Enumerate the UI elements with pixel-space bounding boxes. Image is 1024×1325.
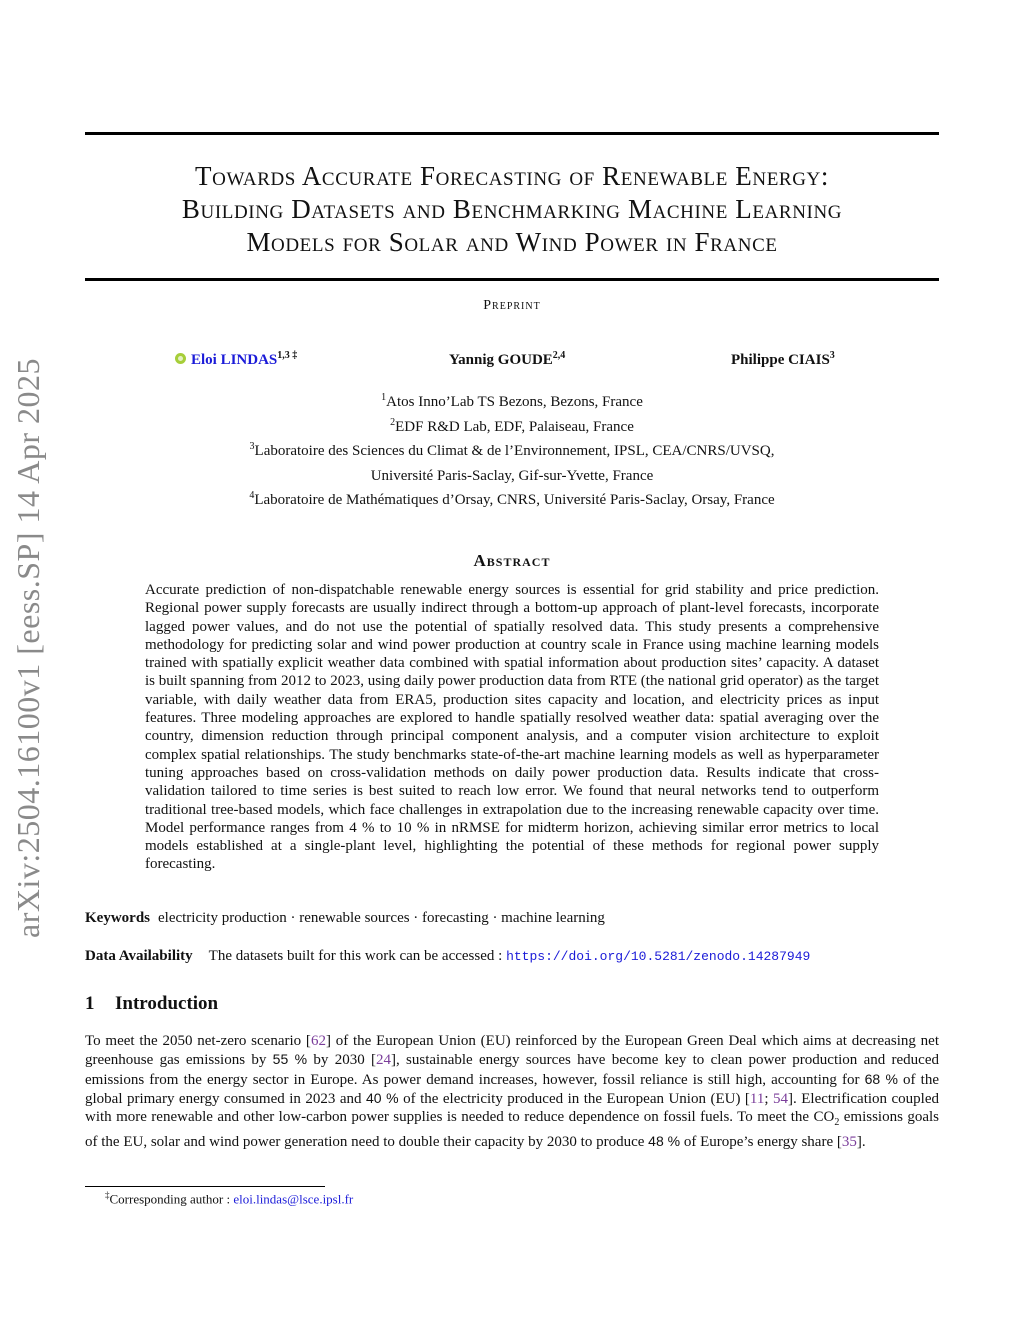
author-name: Yannig GOUDE <box>449 352 553 368</box>
author-yannig-goude <box>449 350 565 369</box>
title-line: Models for Solar and Wind Power in France <box>246 227 778 257</box>
author-affil-marks: 1,3 ‡ <box>277 350 298 361</box>
section-title: Introduction <box>115 993 219 1014</box>
abstract-heading: Abstract <box>473 551 551 570</box>
paper-title <box>85 160 939 259</box>
affiliations <box>85 388 939 511</box>
intro-text: of the global primary energy consumed in 2023 and <box>85 1071 939 1107</box>
citation-link[interactable]: 24 <box>376 1052 392 1069</box>
intro-text: ; <box>764 1090 774 1107</box>
intro-text: ]. Electrification coupled with more renewable and other low-carbon power supplies is needed to reduce dependence on fossil fuels. To meet the CO <box>85 1090 939 1126</box>
percentage-value: 40 % <box>365 1089 399 1106</box>
affiliation-line <box>85 437 939 462</box>
introduction-paragraph <box>85 1032 939 1152</box>
affiliation-line <box>85 388 939 413</box>
footnote-rule <box>85 1186 325 1187</box>
intro-text: ]. <box>856 1134 866 1151</box>
subscript: 2 <box>834 1117 840 1129</box>
dataset-doi-link[interactable]: https://doi.org/10.5281/zenodo.14287949 <box>506 949 811 964</box>
abstract-body: Accurate prediction of non-dispatchable renewable energy sources is essential for grid stability and price prediction. Regional power supply forecasts are usually indirect through a bottom-up approach of plant-level forecasts, incorporate lagged power values, and do not use the potential of spatially resolved data. This study presents a comprehensive methodology for predicting solar and wind power production at country scale in France using machine learning models trained with spatially explicit weather data combined with spatial information about production sites’ capacity. A dataset is built spanning from 2012 to 2023, using daily power production data from RTE (the national grid operator) as the target variable, with daily weather data from ERA5, production sites capacity and location, and electricity prices as input features. Three modeling approaches are explored to handle spatially resolved weather data: spatial averaging over the country, dimension reduction through principal component analysis, and a computer vision architecture to exploit complex spatial relationships. The study benchmarks state-of-the-art machine learning models as well as hyperparameter tuning approaches based on cross-validation methods on daily power production data. Results indicate that cross-validation tailored to time series is best suited to reach low error. We found that neural networks tend to outperform traditional tree-based models, which face challenges in extrapolation due to the increasing renewable capacity over time. Model performance ranges from 4 % to 10 % in nRMSE for midterm horizon, achieving similar error metrics to local models established at a single-plant level, highlighting the potential of these methods for regional power supply forecasting. <box>145 582 879 873</box>
intro-text: by 2030 [ <box>307 1052 377 1069</box>
citation-link[interactable]: 11 <box>749 1090 765 1107</box>
affiliation-mark: 1 <box>381 392 387 403</box>
section-heading-introduction <box>85 993 218 1015</box>
footnote-mark: ‡ <box>105 1190 110 1200</box>
title-line: Building Datasets and Benchmarking Machine Learning <box>181 194 843 224</box>
arxiv-sidebar-stamp: arXiv:2504.16100v1 [eess.SP] 14 Apr 2025 <box>10 358 46 938</box>
title-top-rule <box>85 132 939 135</box>
data-availability-text: The datasets built for this work can be accessed : <box>208 948 507 964</box>
data-availability <box>85 948 985 965</box>
intro-text: of Europe’s energy share [ <box>680 1134 842 1151</box>
citation-link[interactable]: 35 <box>841 1134 857 1151</box>
percentage-value: 55 % <box>272 1051 308 1068</box>
title-line: Towards Accurate Forecasting of Renewable Energy: <box>195 161 829 191</box>
preprint-label: Preprint <box>483 298 541 313</box>
affiliation-text: Laboratoire de Mathématiques d’Orsay, CNRS, Université Paris-Saclay, Orsay, France <box>254 492 775 508</box>
author-eloi-lindas[interactable] <box>175 350 297 369</box>
footnote-label: Corresponding author : <box>109 1191 234 1207</box>
affiliation-text: Université Paris-Saclay, Gif-sur-Yvette, France <box>370 467 654 484</box>
author-affil-marks: 3 <box>829 350 835 361</box>
percentage-value: 48 % <box>648 1133 681 1150</box>
intro-text: To meet the 2050 net-zero scenario [ <box>85 1033 311 1049</box>
affiliation-text: Atos Inno’Lab TS Bezons, Bezons, France <box>386 394 643 410</box>
intro-text: of the electricity produced in the European Union (EU) [ <box>398 1090 750 1107</box>
keywords <box>85 910 939 927</box>
intro-text: ], sustainable energy sources have become key to clean power production and reduced emissions from the energy sector in Europe. As power demand increases, however, fossil reliance is still high, accounting for <box>85 1052 939 1088</box>
title-bottom-rule <box>85 278 939 281</box>
citation-link[interactable]: 62 <box>310 1033 326 1049</box>
data-availability-label: Data Availability <box>85 948 193 964</box>
affiliation-text: EDF R&D Lab, EDF, Palaiseau, France <box>395 418 634 435</box>
affiliation-mark: 3 <box>249 441 255 452</box>
affiliation-mark: 4 <box>249 490 255 501</box>
affiliation-line <box>85 462 939 487</box>
orcid-icon[interactable] <box>175 353 186 364</box>
keywords-label: Keywords <box>85 910 150 926</box>
affiliation-line <box>85 486 939 511</box>
affiliation-text: Laboratoire des Sciences du Climat & de l’Environnement, IPSL, CEA/CNRS/UVSQ, <box>254 443 775 459</box>
footnote <box>105 1190 353 1207</box>
affiliation-line <box>85 413 939 438</box>
author-name[interactable]: Eloi LINDAS <box>191 352 278 368</box>
author-name: Philippe CIAIS <box>731 352 830 368</box>
intro-text: ] of the European Union (EU) reinforced by the European Green Deal which aims at decreasing net greenhouse gas emissions by <box>85 1033 939 1069</box>
citation-link[interactable]: 54 <box>773 1090 789 1107</box>
affiliation-mark: 2 <box>390 416 396 428</box>
intro-text: emissions goals of the EU, solar and wind power generation need to double their capacity by 2030 to produce <box>85 1109 939 1151</box>
corresponding-email-link[interactable]: eloi.lindas@lsce.ipsl.fr <box>233 1191 354 1207</box>
section-number: 1 <box>85 993 95 1014</box>
author-philippe-ciais <box>731 350 835 369</box>
keywords-text: electricity production · renewable sources · forecasting · machine learning <box>158 910 605 926</box>
percentage-value: 68 % <box>864 1070 898 1087</box>
author-affil-marks: 2,4 <box>552 350 566 361</box>
